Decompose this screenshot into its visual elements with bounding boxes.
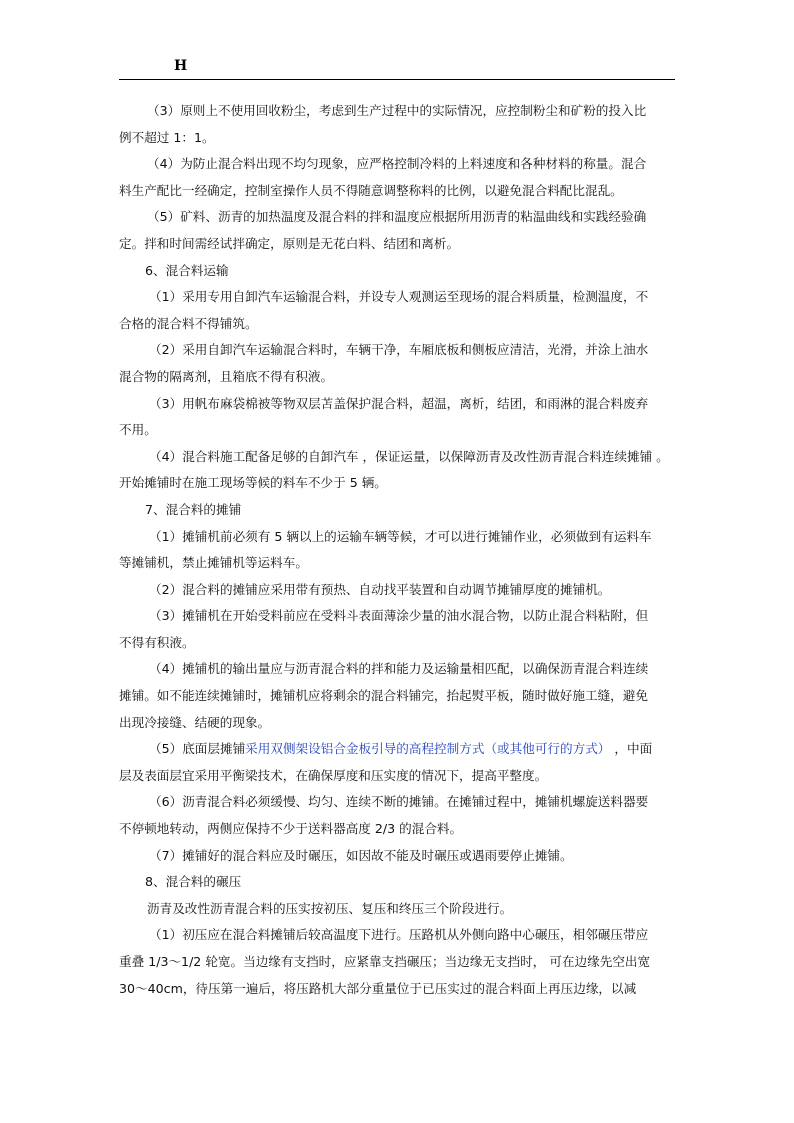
text-run: （2）采用自卸汽车运输混合料时，车辆干净，车厢底板和侧板应清洁，光滑，并涂上油水 (149, 342, 649, 358)
text-run: 沥青及改性沥青混合料的压实按初压、复压和终压三个阶段进行。 (147, 900, 513, 916)
text-line (119, 843, 675, 870)
text-line (119, 869, 675, 896)
text-run: （2）混合料的摊铺应采用带有预热、自动找平装置和自动调节摊铺厚度的摊铺机。 (149, 581, 611, 597)
text-line (119, 710, 675, 737)
text-line (119, 497, 675, 524)
text-run: 不停顿地转动，两侧应保持不少于送料器高度 2/3 的混合料。 (119, 821, 463, 837)
text-run: 出现冷接缝、结硬的现象。 (119, 714, 271, 730)
text-line (119, 949, 675, 976)
text-line (119, 736, 675, 763)
text-run: ，中面 (610, 741, 653, 757)
text-line (119, 391, 675, 418)
text-run: （5）矿料、沥青的加热温度及混合料的拌和温度应根据所用沥青的粘温曲线和实践经验确 (147, 209, 647, 225)
text-line (119, 311, 675, 338)
text-line (119, 976, 675, 1003)
text-line (119, 284, 675, 311)
text-line (119, 577, 675, 604)
text-line (119, 364, 675, 391)
text-run: （4）为防止混合料出现不均匀现象，应严格控制冷料的上料速度和各种材料的称量。混合 (147, 156, 647, 172)
text-line (119, 151, 675, 178)
document-body (119, 98, 675, 1002)
text-line (119, 258, 675, 285)
text-line (119, 444, 675, 471)
text-run: 等摊铺机，禁止摊铺机等运料车。 (119, 555, 308, 571)
text-run: （4）摊铺机的输出量应与沥青混合料的拌和能力及运输量相匹配，以确保沥青混合料连续 (149, 661, 649, 677)
text-line (119, 603, 675, 630)
header-mark: H (174, 58, 188, 74)
text-run: （3）摊铺机在开始受料前应在受料斗表面薄涂少量的油水混合物，以防止混合料粘附，但 (149, 608, 649, 624)
text-run: （7）摊铺好的混合料应及时碾压，如因故不能及时碾压或遇雨要停止摊铺。 (149, 847, 573, 863)
text-line (119, 896, 675, 923)
text-run: 6、混合料运输 (145, 262, 229, 278)
text-run: （1）采用专用自卸汽车运输混合料，并设专人观测运至现场的混合料质量，检测温度，不 (149, 289, 649, 305)
text-line (119, 524, 675, 551)
text-run: 重叠 1/3～1/2 轮宽。当边缘有支挡时，应紧靠支挡碾压；当边缘无支挡时， 可在边缘先空出宽 (119, 954, 651, 969)
text-line (119, 417, 675, 444)
text-line (119, 231, 675, 258)
text-run: （1）摊铺机前必须有 5 辆以上的运输车辆等候，才可以进行摊铺作业，必须做到有运料车 (149, 528, 652, 544)
text-line (119, 178, 675, 205)
text-line (119, 763, 675, 790)
text-line (119, 98, 675, 125)
text-line (119, 125, 675, 152)
text-run: 7、混合料的摊铺 (145, 501, 242, 517)
header-rule (119, 79, 675, 80)
text-run: 不用。 (119, 422, 157, 438)
text-line (119, 656, 675, 683)
text-line (119, 470, 675, 497)
highlighted-text: 采用双侧架设铝合金板引导的高程控制方式（或其他可行的方式） (245, 741, 611, 757)
text-run: （4）混合料施工配备足够的自卸汽车 ，保证运量，以保障沥青及改性沥青混合料连续摊铺 。 (149, 448, 669, 464)
text-line (119, 922, 675, 949)
text-run: 料生产配比一经确定，控制室操作人员不得随意调整称料的比例，以避免混合料配比混乱。 (119, 182, 623, 198)
text-run: 合格的混合料不得铺筑。 (119, 315, 258, 331)
text-line (119, 204, 675, 231)
text-run: 例不超过 1：1。 (119, 129, 215, 145)
text-line (119, 789, 675, 816)
text-run: 8、混合料的碾压 (145, 874, 242, 890)
text-run: （3）原则上不使用回收粉尘，考虑到生产过程中的实际情况，应控制粉尘和矿粉的投入比 (147, 103, 647, 118)
text-line (119, 550, 675, 577)
text-line (119, 337, 675, 364)
text-run: 定。拌和时间需经试拌确定，原则是无花白料、结团和离析。 (119, 235, 460, 251)
text-run: 摊铺。如不能连续摊铺时，摊铺机应将剩余的混合料铺完，抬起熨平板，随时做好施工缝，避免 (119, 688, 648, 704)
text-line (119, 683, 675, 710)
text-line (119, 630, 675, 657)
text-run: 混合物的隔离剂，且箱底不得有积液。 (119, 368, 334, 384)
text-run: （3）用帆布麻袋棉被等物双层苫盖保护混合料，超温，离析，结团，和雨淋的混合料废弃 (149, 395, 649, 411)
text-run: （6）沥青混合料必须缓慢、均匀、连续不断的摊铺。在摊铺过程中，摊铺机螺旋送料器要 (149, 794, 649, 810)
text-run: 30～40cm，待压第一遍后，将压路机大部分重量位于已压实过的混合料面上再压边缘，以减 (119, 980, 637, 996)
text-line (119, 816, 675, 843)
text-run: 层及表面层宜采用平衡梁技术，在确保厚度和压实度的情况下，提高平整度。 (119, 767, 548, 783)
text-run: 不得有积液。 (119, 634, 195, 650)
text-run: 开始摊铺时在施工现场等候的料车不少于 5 辆。 (119, 475, 387, 491)
text-run: （1）初压应在混合料摊铺后较高温度下进行。压路机从外侧向路中心碾压，相邻碾压带应 (149, 927, 649, 943)
text-run: （5）底面层摊铺 (149, 741, 246, 757)
